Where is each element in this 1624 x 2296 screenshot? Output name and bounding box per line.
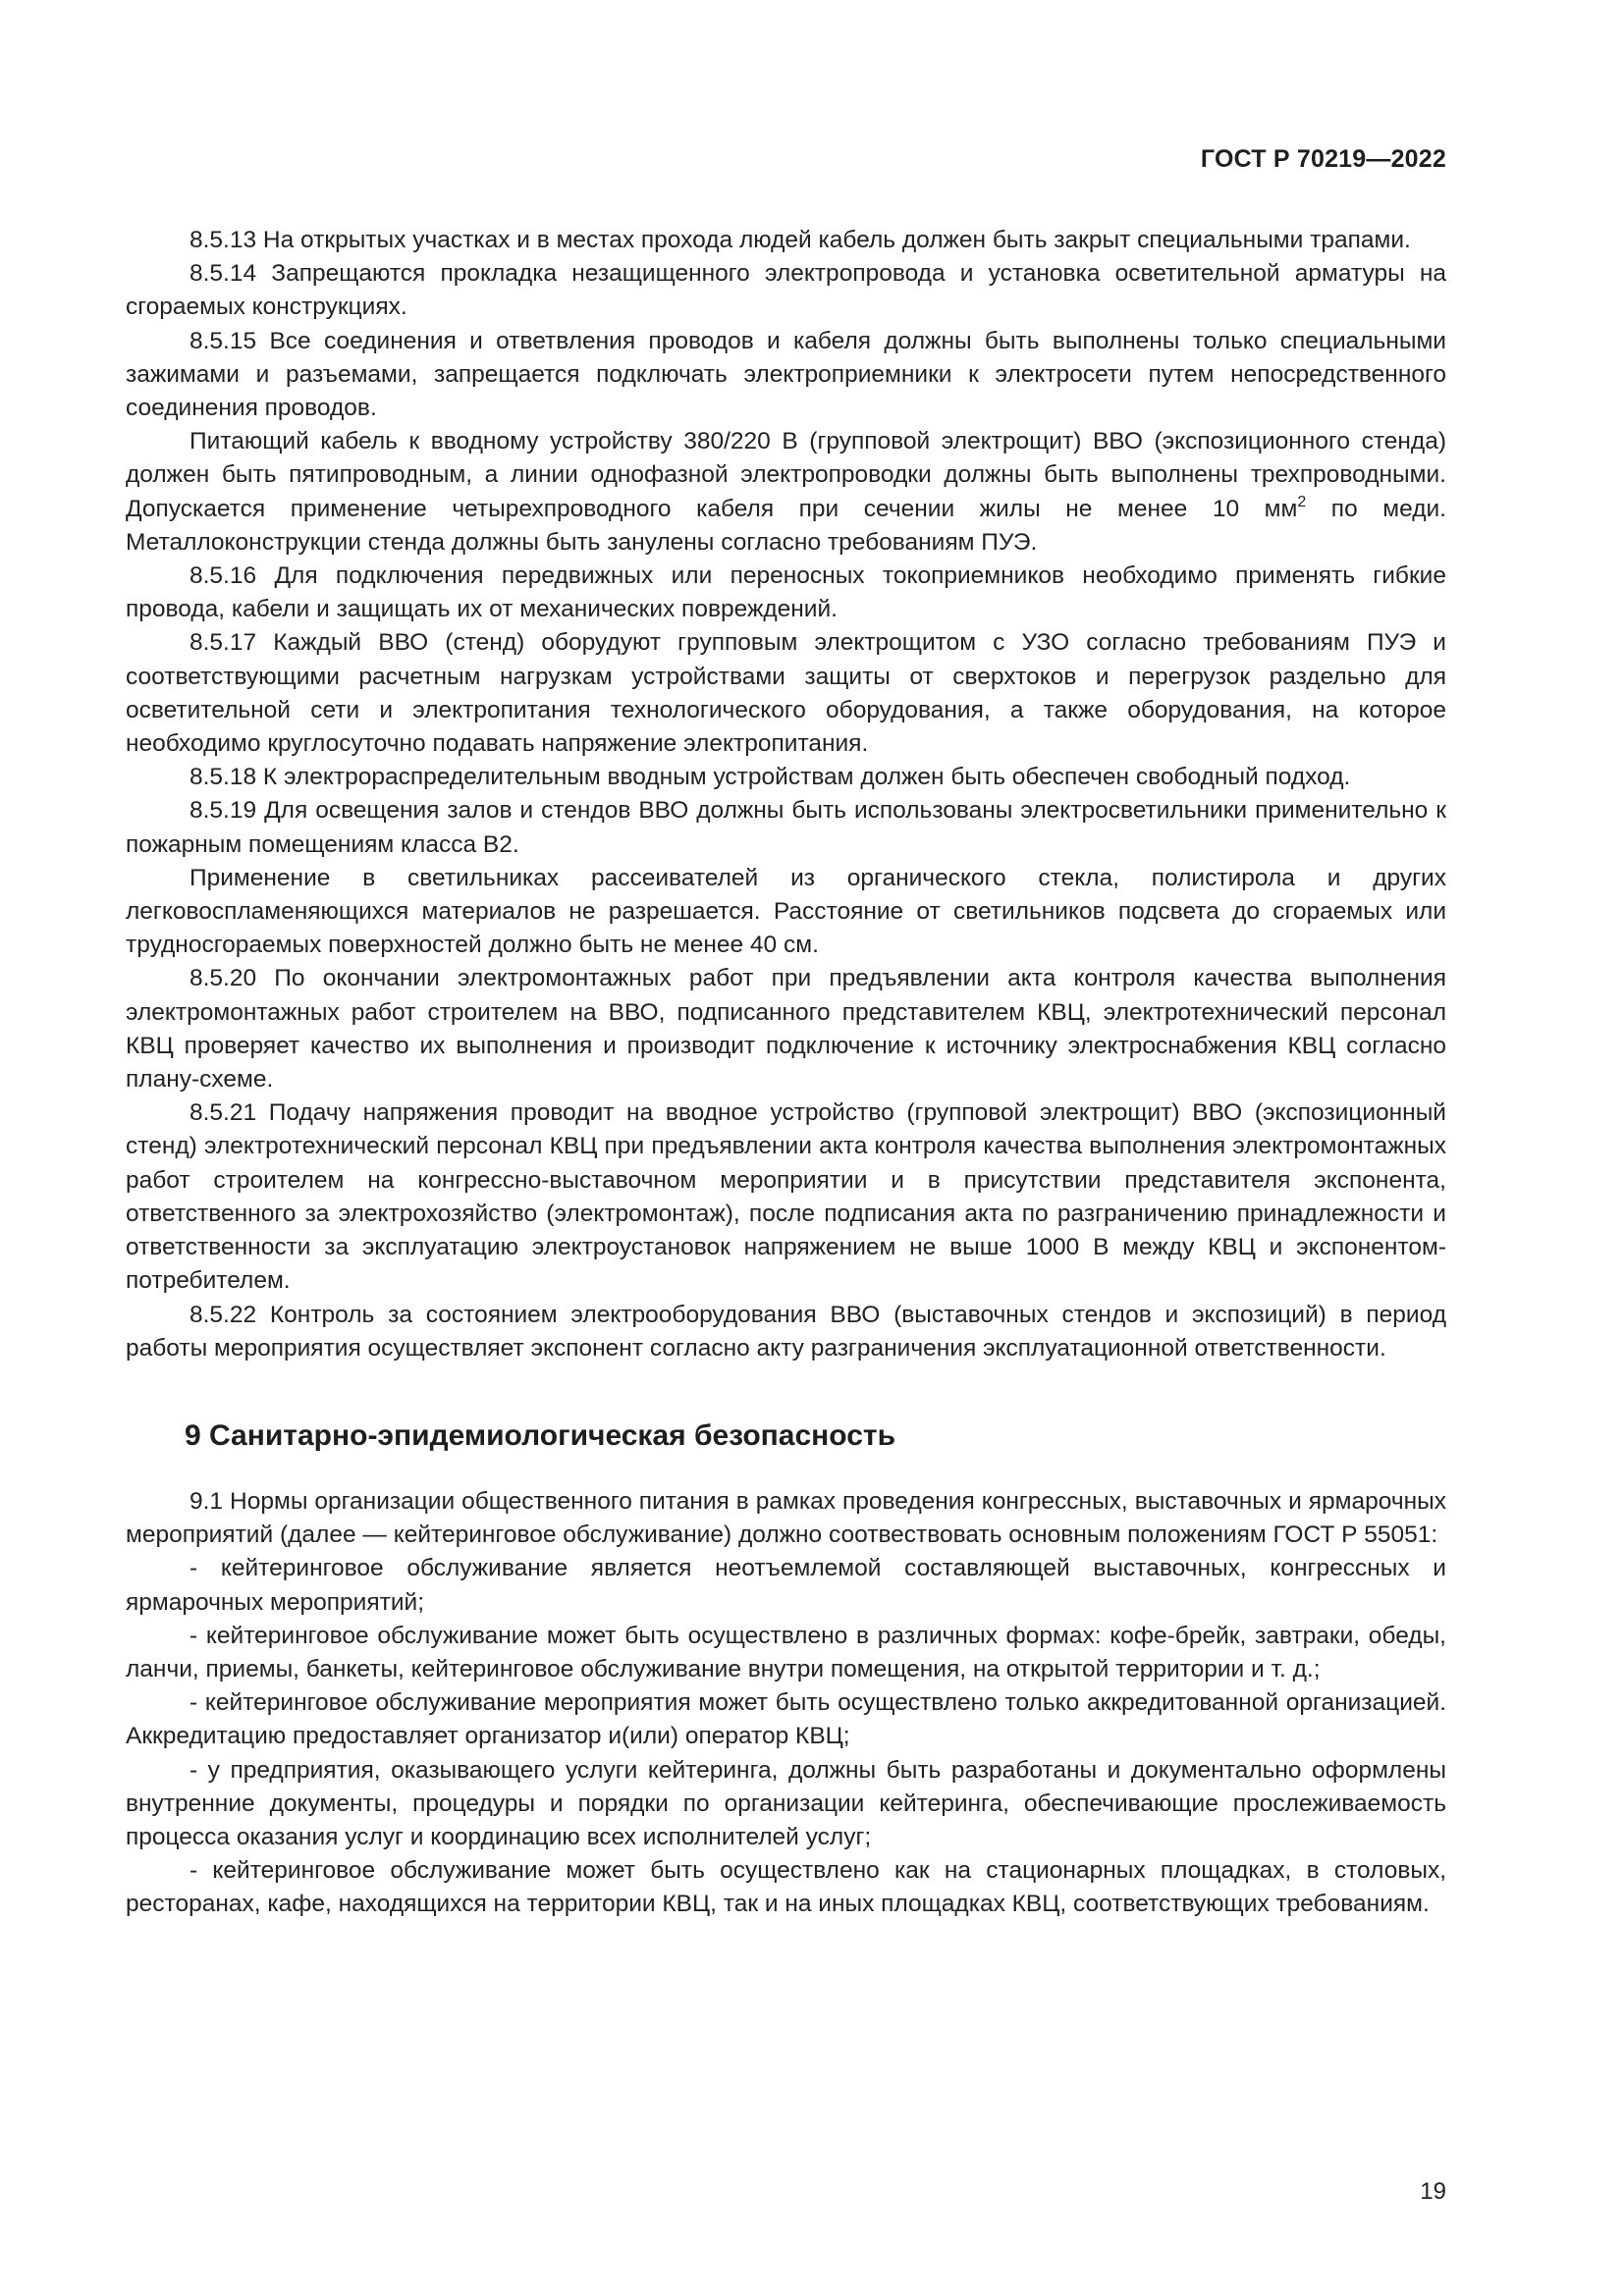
list-item: - у предприятия, оказывающего услуги кейтеринга, должны быть разработаны и документально оформлены внутренние документы, процедуры и порядки по организации кейтеринга, обеспечивающие прослеживаемость процесса оказания услуг и координацию всех исполнителей услуг;: [126, 1756, 1446, 1850]
paragraph-8-5-15: 8.5.15 Все соединения и ответвления проводов и кабеля должны быть выполнены только специальными зажимами и разъемами, запрещается подключать электроприемники к электросети путем непосредственного соединения проводов.: [126, 327, 1446, 422]
cable-text-end: по меди. Металлоконструкции стенда должны быть занулены согласно требованиям ПУЭ.: [126, 495, 1446, 556]
paragraph-8-5-22: 8.5.22 Контроль за состоянием электрооборудования ВВО (выставочных стендов и экспозиций) в период работы мероприятия осуществляет экспонент согласно акту разграничения эксплуатационной ответственности.: [126, 1301, 1446, 1362]
list-item: - кейтеринговое обслуживание является неотъемлемой составляющей выставочных, конгрессных и ярмарочных мероприятий;: [126, 1555, 1446, 1616]
paragraph-8-5-14: 8.5.14 Запрещаются прокладка незащищенного электропровода и установка осветительной арматуры на сгораемых конструкциях.: [126, 260, 1446, 321]
cable-text-start: Питающий кабель к вводному устройству 380/220 В (групповой электрощит) ВВО (экспозиционного стенда) должен быть пятипроводным, а линии однофазной электропроводки должны быть выполнены трехпроводными. Допускается применение четырехпроводного кабеля при сечении жилы не менее 10 мм: [126, 428, 1446, 522]
paragraph-8-5-21: 8.5.21 Подачу напряжения проводит на вводное устройство (групповой электрощит) ВВО (экспозиционный стенд) электротехнический персонал КВЦ при предъявлении акта контроля качества выполнения электромонтажных работ строителем на конгрессно-выставочном мероприятии и в присутствии представителя экспонента, ответственного за электрохозяйство (электромонтаж), после подписания акта по разграничению принадлежности и ответственности за эксплуатацию электроустановок напряжением не выше 1000 В между КВЦ и экспонентом-потребителем.: [126, 1099, 1446, 1295]
page-number: 19: [1420, 2178, 1446, 2205]
paragraph-8-5-17: 8.5.17 Каждый ВВО (стенд) оборудуют групповым электрощитом с УЗО согласно требованиям ПУЭ и соответствующими расчетным нагрузкам устройствами защиты от сверхтоков и перегрузок раздельно для осветительной сети и электропитания технологического оборудования, а также оборудования, на которое необходимо круглосуточно подавать напряжение электропитания.: [126, 629, 1446, 758]
paragraph-luminaires: Применение в светильниках рассеивателей из органического стекла, полистирола и других легковоспламеняющихся материалов не разрешается. Расстояние от светильников подсвета до сгораемых или трудносгораемых поверхностей должно быть не менее 40 см.: [126, 864, 1446, 959]
paragraph-cable-requirements: [126, 425, 1446, 560]
paragraph-8-5-16: 8.5.16 Для подключения передвижных или переносных токоприемников необходимо применять гибкие провода, кабели и защищать их от механических повреждений.: [126, 562, 1446, 623]
list-item: - кейтеринговое обслуживание может быть осуществлено в различных формах: кофе-брейк, завтраки, обеды, ланчи, приемы, банкеты, кейтеринговое обслуживание внутри помещения, на открытой территории и т. д.;: [126, 1622, 1446, 1682]
document-code: ГОСТ Р 70219—2022: [1200, 145, 1446, 173]
paragraph-8-5-20: 8.5.20 По окончании электромонтажных работ при предъявлении акта контроля качества выполнения электромонтажных работ строителем на ВВО, подписанного представителем КВЦ, электротехнический персонал КВЦ проверяет качество их выполнения и производит подключение к источнику электроснабжения КВЦ согласно плану-схеме.: [126, 965, 1446, 1094]
section-heading: 9 Санитарно-эпидемиологическая безопасность: [185, 1418, 896, 1452]
square-superscript: 2: [1297, 493, 1307, 510]
paragraph-8-5-18: 8.5.18 К электрораспределительным вводным устройствам должен быть обеспечен свободный подход.: [189, 764, 1351, 791]
paragraph-8-5-19: 8.5.19 Для освещения залов и стендов ВВО должны быть использованы электросветильники применительно к пожарным помещениям класса В2.: [126, 797, 1446, 858]
list-item: - кейтеринговое обслуживание мероприятия может быть осуществлено только аккредитованной организацией. Аккредитацию предоставляет организатор и(или) оператор КВЦ;: [126, 1689, 1446, 1750]
list-item: - кейтеринговое обслуживание может быть осуществлено как на стационарных площадках, в столовых, ресторанах, кафе, находящихся на территории КВЦ, так и на иных площадках КВЦ, соответствующих требованиям.: [126, 1857, 1446, 1918]
paragraph-8-5-13: 8.5.13 На открытых участках и в местах прохода людей кабель должен быть закрыт специальными трапами.: [189, 227, 1411, 253]
paragraph-9-1: 9.1 Нормы организации общественного питания в рамках проведения конгрессных, выставочных и ярмарочных мероприятий (далее — кейтеринговое обслуживание) должно соотвествовать основным положениям ГОСТ Р 55051:: [126, 1487, 1446, 1549]
document-body: [126, 224, 1446, 1922]
